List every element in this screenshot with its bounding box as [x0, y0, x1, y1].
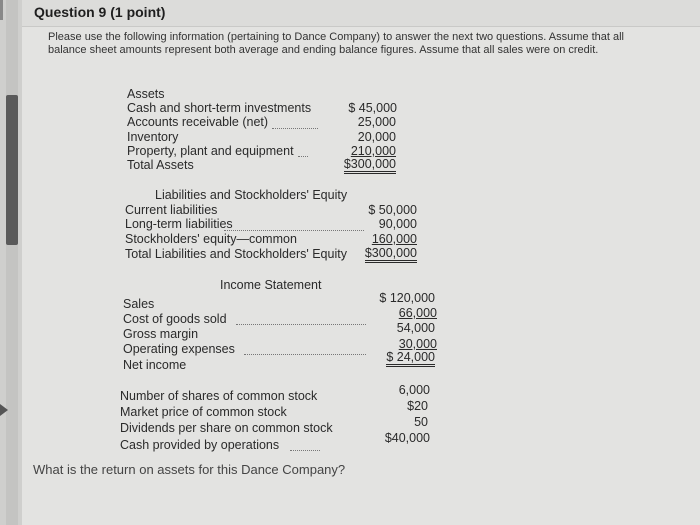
scrollbar-thumb[interactable] [6, 95, 18, 245]
other-value: 6,000 [398, 383, 430, 397]
income-value: 30,000 [398, 337, 437, 351]
income-total-value: $ 24,000 [386, 351, 435, 367]
other-label: Dividends per share on common stock [120, 421, 333, 435]
question-title: Question 9 (1 point) [34, 4, 166, 20]
liability-total-label: Total Liabilities and Stockholders' Equity [125, 247, 347, 261]
liability-value: $ 50,000 [368, 203, 417, 217]
gutter-marker [0, 0, 3, 20]
asset-value: 20,000 [357, 130, 396, 144]
question-prompt: What is the return on assets for this Dance Company? [33, 462, 346, 477]
liability-label: Long-term liabilities [125, 217, 233, 231]
asset-total-label: Total Assets [127, 158, 194, 172]
other-label: Market price of common stock [120, 405, 287, 419]
assets-heading: Assets [127, 87, 165, 101]
income-value: $ 120,000 [379, 291, 435, 305]
asset-label: Property, plant and equipment [127, 144, 294, 158]
other-label: Number of shares of common stock [120, 389, 318, 403]
leader-dots [224, 230, 364, 231]
asset-label: Inventory [127, 130, 179, 144]
other-value: $40,000 [384, 431, 430, 445]
liability-label: Stockholders' equity—common [125, 232, 297, 246]
liabilities-heading: Liabilities and Stockholders' Equity [155, 188, 348, 202]
other-value: 50 [414, 415, 428, 429]
other-label: Cash provided by operations [120, 438, 280, 452]
other-value: $20 [407, 399, 428, 413]
asset-total-value: $300,000 [344, 158, 396, 174]
question-intro: Please use the following information (pertaining to Dance Company) to answer the next two questions. Assume that all balance sheet amounts represent both average and ending balance figures. Assume that all sales were on credit. [48, 31, 624, 56]
income-label: Gross margin [123, 327, 199, 341]
expand-arrow-icon[interactable] [0, 404, 8, 416]
income-value: 66,000 [398, 306, 437, 320]
income-label: Cost of goods sold [123, 312, 227, 326]
asset-label: Accounts receivable (net) [127, 115, 269, 129]
income-heading: Income Statement [220, 278, 322, 292]
asset-label: Cash and short-term investments [127, 101, 312, 115]
liability-value: 160,000 [371, 232, 417, 246]
scrollbar-track[interactable] [6, 0, 18, 525]
liability-value: 90,000 [378, 217, 417, 231]
leader-dots [236, 324, 366, 325]
income-label: Sales [123, 297, 155, 311]
liability-label: Current liabilities [125, 203, 218, 217]
leader-dots [290, 450, 320, 451]
liability-total-value: $300,000 [365, 247, 417, 263]
leader-dots [298, 156, 308, 157]
income-total-label: Net income [123, 358, 187, 372]
leader-dots [244, 354, 366, 355]
income-label: Operating expenses [123, 342, 235, 356]
asset-value: 210,000 [350, 144, 396, 158]
asset-value: $ 45,000 [348, 101, 397, 115]
leader-dots [272, 128, 318, 129]
income-value: 54,000 [396, 321, 435, 335]
asset-value: 25,000 [357, 115, 396, 129]
